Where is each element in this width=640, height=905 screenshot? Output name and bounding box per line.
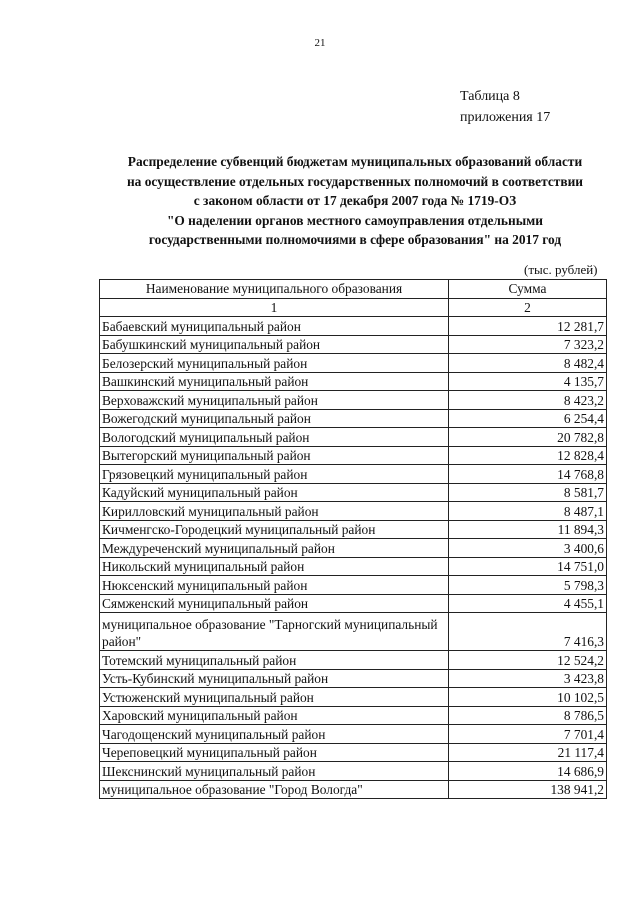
municipality-name: Бабушкинский муниципальный район [100,335,449,354]
municipality-name: Кичменгско-Городецкий муниципальный район [100,520,449,539]
municipality-name: Тотемский муниципальный район [100,651,449,670]
subvention-sum: 8 423,2 [449,391,607,410]
table-row [100,594,607,613]
table-row [100,354,607,373]
subvention-sum: 4 135,7 [449,372,607,391]
municipality-name: Шекснинский муниципальный район [100,762,449,781]
municipality-name: Вожегодский муниципальный район [100,409,449,428]
subvention-sum: 12 281,7 [449,317,607,336]
subvention-sum: 8 482,4 [449,354,607,373]
subvention-sum: 12 524,2 [449,651,607,670]
document-title [95,152,615,250]
table-row [100,706,607,725]
subvention-sum: 5 798,3 [449,576,607,595]
subvention-sum: 7 701,4 [449,725,607,744]
table-row [100,391,607,410]
subvention-sum: 14 751,0 [449,557,607,576]
units-label: (тыс. рублей) [524,262,598,277]
municipality-name: Кадуйский муниципальный район [100,483,449,502]
column-number-1: 1 [100,298,449,317]
subvention-sum: 12 828,4 [449,446,607,465]
title-line: с законом области от 17 декабря 2007 года № 1719-ОЗ [193,193,517,208]
subvention-sum: 6 254,4 [449,409,607,428]
subvention-sum: 8 786,5 [449,706,607,725]
table-row [100,317,607,336]
appendix-label: приложения 17 [460,110,551,125]
municipality-name: Череповецкий муниципальный район [100,743,449,762]
table-row [100,372,607,391]
municipality-name: Сямженский муниципальный район [100,594,449,613]
table-row [100,446,607,465]
table-row [100,557,607,576]
municipality-name: муниципальное образование "Город Вологда" [100,780,449,799]
table-row [100,780,607,799]
table-row [100,465,607,484]
municipality-name: Усть-Кубинский муниципальный район [100,669,449,688]
table-row [100,428,607,447]
municipality-name: Верховажский муниципальный район [100,391,449,410]
subvention-table [99,279,607,799]
subvention-sum: 21 117,4 [449,743,607,762]
table-row [100,502,607,521]
municipality-name: Белозерский муниципальный район [100,354,449,373]
table-row [100,613,607,651]
table-row [100,483,607,502]
table-row [100,576,607,595]
municipality-name: Вытегорский муниципальный район [100,446,449,465]
subvention-sum: 20 782,8 [449,428,607,447]
title-line: на осуществление отдельных государственных полномочий в соответствии [126,173,584,189]
municipality-name: Кирилловский муниципальный район [100,502,449,521]
table-row [100,688,607,707]
column-number-row [100,298,607,317]
table-row [100,725,607,744]
table-row [100,651,607,670]
municipality-name: Бабаевский муниципальный район [100,317,449,336]
subvention-sum: 4 455,1 [449,594,607,613]
table-row [100,335,607,354]
subvention-sum: 7 323,2 [449,335,607,354]
subvention-sum: 11 894,3 [449,520,607,539]
table-row [100,539,607,558]
municipality-name: муниципальное образование "Тарногский муниципальный район" [100,613,449,651]
page-number: 21 [314,37,326,49]
header-name: Наименование муниципального образования [100,280,449,299]
municipality-name: Харовский муниципальный район [100,706,449,725]
subvention-sum: 138 941,2 [449,780,607,799]
municipality-name: Междуреченский муниципальный район [100,539,449,558]
table-row [100,743,607,762]
municipality-name: Никольский муниципальный район [100,557,449,576]
subvention-sum: 8 581,7 [449,483,607,502]
title-line: государственными полномочиями в сфере образования" на 2017 год [148,232,562,247]
table-row [100,520,607,539]
subvention-sum: 10 102,5 [449,688,607,707]
table-label: Таблица 8 [460,89,520,104]
municipality-name: Нюксенский муниципальный район [100,576,449,595]
table-row [100,409,607,428]
municipality-name: Грязовецкий муниципальный район [100,465,449,484]
column-number-2: 2 [449,298,607,317]
subvention-sum: 3 400,6 [449,539,607,558]
subvention-sum: 8 487,1 [449,502,607,521]
title-line: "О наделении органов местного самоуправления отдельными [166,212,544,228]
municipality-name: Устюженский муниципальный район [100,688,449,707]
table-row [100,762,607,781]
subvention-sum: 3 423,8 [449,669,607,688]
table-row [100,669,607,688]
subvention-sum: 7 416,3 [449,613,607,651]
municipality-name: Вологодский муниципальный район [100,428,449,447]
table-header-row [100,280,607,299]
header-sum: Сумма [449,280,607,299]
appendix-reference [460,86,550,128]
subvention-sum: 14 768,8 [449,465,607,484]
subvention-sum: 14 686,9 [449,762,607,781]
municipality-name: Чагодощенский муниципальный район [100,725,449,744]
title-line: Распределение субвенций бюджетам муниципальных образований области [127,154,583,169]
municipality-name: Вашкинский муниципальный район [100,372,449,391]
